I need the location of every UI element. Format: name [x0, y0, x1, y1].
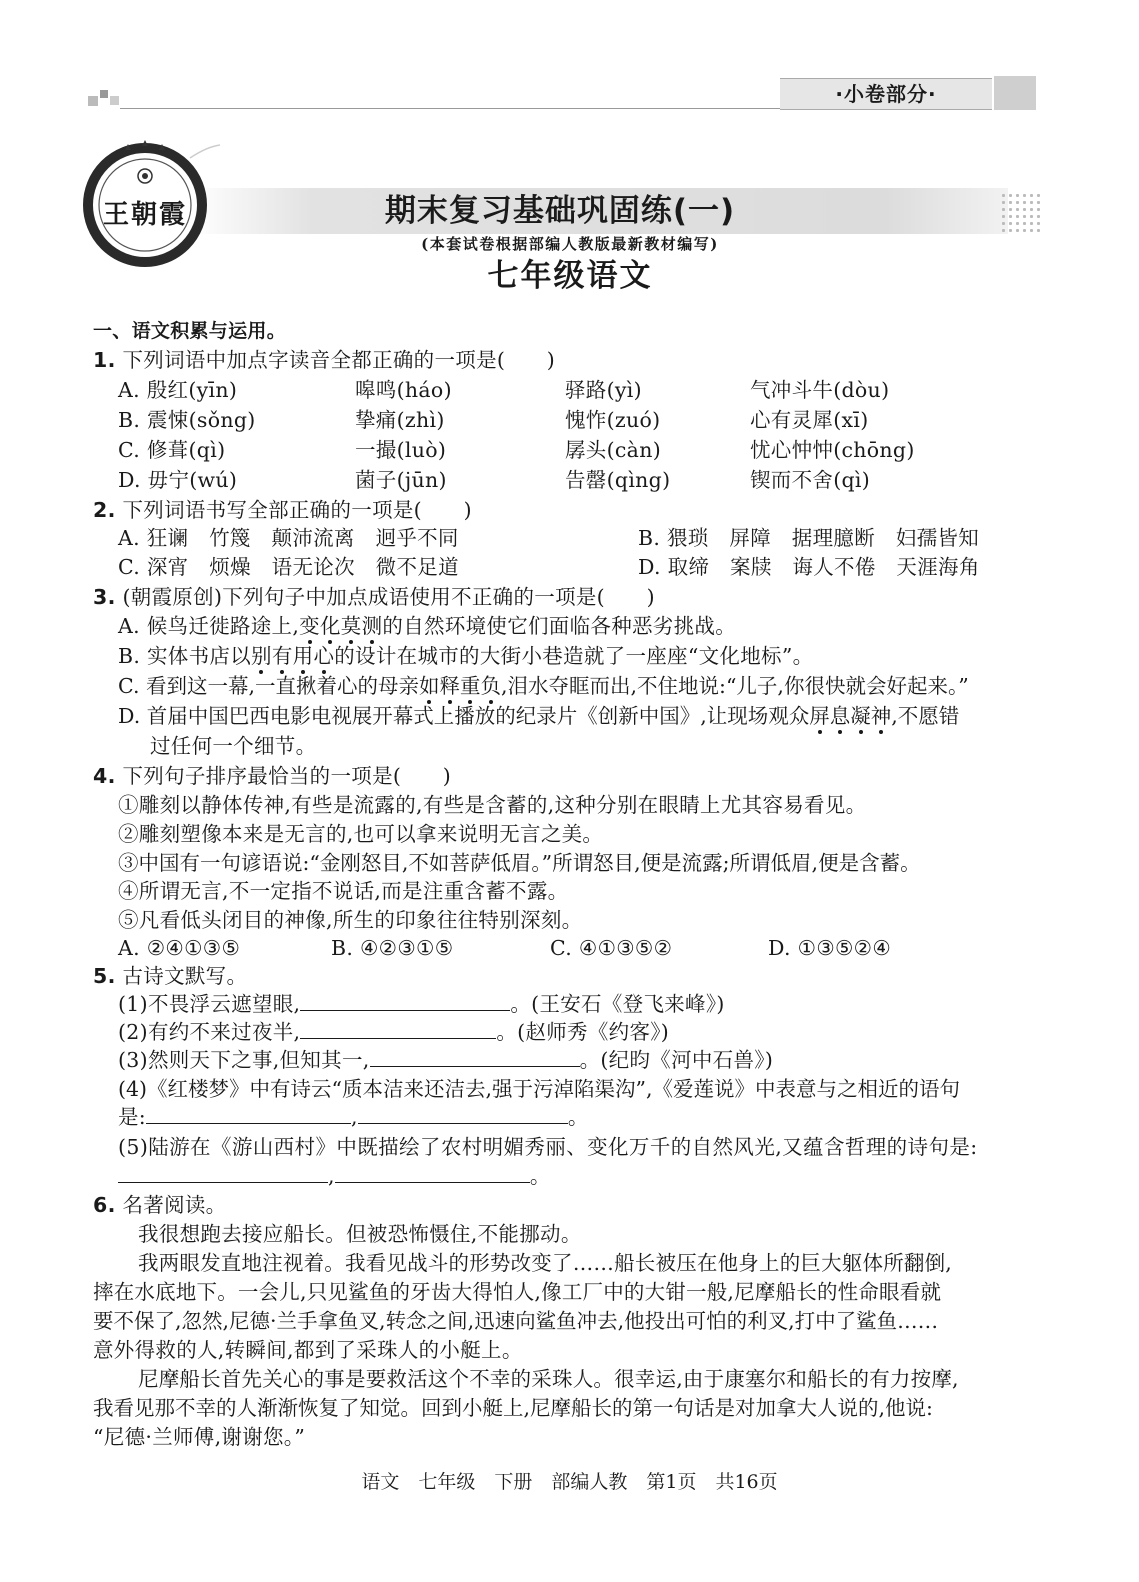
q5-3-post: 。(纪昀《河中石兽》) — [579, 1048, 774, 1072]
q1-option-b4: 心有灵犀(xī) — [750, 408, 869, 432]
q1-number: 1. — [93, 348, 116, 372]
q5-5-post: 。 — [529, 1164, 551, 1188]
q2-stem: 下列词语书写全部正确的一项是( ) — [122, 498, 472, 522]
q3-c-post: ,泪水夺眶而出,不住地说:“儿子,你很快就会好起来。” — [501, 674, 969, 698]
q3-d-idiom: 屏息凝神 — [809, 704, 892, 728]
q1-option-d1: D. 毋宁(wú) — [118, 468, 238, 492]
q5-item-1 — [118, 991, 725, 1017]
q3-c-pre: C. 看到这一幕,一直揪着心的母亲 — [118, 674, 420, 698]
q4-sentence-2: ②雕刻塑像本来是无言的,也可以拿来说明无言之美。 — [118, 822, 604, 846]
q1-option-b1: B. 震悚(sǒng) — [118, 408, 256, 432]
q1-option-d3: 告罄(qìng) — [565, 468, 671, 492]
q1-row-b — [118, 407, 1038, 433]
q1 — [93, 347, 555, 373]
q2-number: 2. — [93, 498, 116, 522]
q6-stem: 名著阅读。 — [122, 1193, 227, 1217]
q3 — [93, 584, 655, 610]
q5-4-blank-1[interactable] — [146, 1105, 351, 1124]
q3-d-post: ,不愿错 — [891, 704, 960, 728]
q4-sentence-3: ③中国有一句谚语说:“金刚怒目,不如菩萨低眉。”所谓怒目,便是流露;所谓低眉,便是含蓄。 — [118, 851, 921, 875]
q1-option-d4: 锲而不舍(qì) — [750, 468, 871, 492]
header-rule — [120, 108, 780, 109]
q1-row-c — [118, 437, 1038, 463]
q5-item-4: (4)《红楼梦》中有诗云“质本洁来还洁去,强于污淖陷渠沟”,《爱莲说》中表意与之相近的语句 — [118, 1077, 961, 1101]
q1-option-a3: 驿路(yì) — [565, 378, 642, 402]
q5-number: 5. — [93, 964, 116, 988]
q3-a-pre: A. 候鸟迁徙路途上, — [118, 614, 300, 638]
q5-item-2 — [118, 1019, 669, 1045]
q3-b-pre: B. 实体书店以 — [118, 644, 251, 668]
q3-a-post: 的自然环境使它们面临各种恶劣挑战。 — [382, 614, 737, 638]
q2-option-c: C. 深宵 烦燥 语无论次 微不足道 — [118, 555, 459, 579]
q5-1-post: 。(王安石《登飞来峰》) — [510, 992, 725, 1016]
q3-option-d-continued: 过任何一个细节。 — [150, 734, 317, 758]
q5-3-pre: (3)然则天下之事,但知其一, — [118, 1048, 370, 1072]
section-badge — [780, 78, 992, 110]
q1-option-a1: A. 殷红(yīn) — [118, 378, 238, 402]
q5-1-pre: (1)不畏浮云遮望眼, — [118, 992, 301, 1016]
q1-option-d2: 菌子(jūn) — [355, 468, 447, 492]
q5 — [93, 963, 247, 989]
q1-option-c1: C. 修葺(qì) — [118, 438, 226, 462]
q3-option-a — [118, 613, 736, 639]
q5-2-pre: (2)有约不来过夜半, — [118, 1020, 301, 1044]
q5-3-blank[interactable] — [370, 1048, 580, 1067]
q6-paragraph-2-line-3: 要不保了,忽然,尼德·兰手拿鱼叉,转念之间,迅速向鲨鱼冲去,他投出可怕的利叉,打中了鲨鱼…… — [93, 1309, 939, 1333]
q6-paragraph-3-line-1: 尼摩船长首先关心的事是要救活这个不幸的采珠人。很幸运,由于康塞尔和船长的有力按摩, — [138, 1367, 959, 1391]
q3-option-c — [118, 673, 969, 699]
q2-option-d: D. 取缔 案牍 诲人不倦 天涯海角 — [638, 555, 980, 579]
q5-item-3 — [118, 1047, 773, 1073]
q3-c-idiom: 如释重负 — [419, 674, 502, 698]
q2-option-b: B. 猥琐 屏障 据理臆断 妇孺皆知 — [638, 526, 979, 550]
q1-row-d — [118, 467, 1038, 493]
q5-2-post: 。(赵师秀《约客》) — [496, 1020, 670, 1044]
q5-1-blank[interactable] — [300, 992, 510, 1011]
q3-d-pre: D. 首届中国巴西电影电视展开幕式上播放的纪录片《创新中国》,让现场观众 — [118, 704, 810, 728]
q5-item-5: (5)陆游在《游山西村》中既描绘了农村明媚秀丽、变化万千的自然风光,又蕴含哲理的诗句是: — [118, 1135, 978, 1159]
q5-item-4-answer — [118, 1104, 589, 1130]
q4-options — [118, 935, 1038, 961]
q6-paragraph-3-line-3: “尼德·兰师傅,谢谢您。” — [93, 1425, 306, 1449]
q4-stem: 下列句子排序最恰当的一项是( ) — [122, 764, 452, 788]
q2-option-a: A. 狂谰 竹篾 颠沛流离 迥乎不同 — [118, 526, 459, 550]
q1-row-a — [118, 377, 1038, 403]
q6-number: 6. — [93, 1193, 116, 1217]
q1-option-a2: 嗥鸣(háo) — [355, 378, 452, 402]
logo-text: 王朝霞 — [102, 200, 187, 230]
q1-stem: 下列词语中加点字读音全都正确的一项是( ) — [122, 348, 556, 372]
q5-stem: 古诗文默写。 — [122, 964, 248, 988]
q6-paragraph-2-line-2: 摔在水底地下。一会儿,只见鲨鱼的牙齿大得怕人,像工厂中的大钳一般,尼摩船长的性命眼看就 — [93, 1280, 942, 1304]
title-band-pattern — [1000, 192, 1040, 232]
q1-option-c2: 一撮(luò) — [355, 438, 447, 462]
q5-4-pre: 是: — [118, 1105, 147, 1129]
q1-option-c4: 忧心忡忡(chōng) — [750, 438, 915, 462]
q3-b-idiom: 别有用心 — [251, 644, 335, 668]
q6-paragraph-3-line-2: 我看见那不幸的人渐渐恢复了知觉。回到小艇上,尼摩船长的第一句话是对加拿大人说的,他说: — [93, 1396, 933, 1420]
logo-seal — [70, 140, 220, 270]
page-subtitle: (本套试卷根据部编人教版最新教材编写) — [421, 235, 719, 253]
q5-5-blank-2[interactable] — [335, 1164, 530, 1183]
q5-4-blank-2[interactable] — [358, 1105, 568, 1124]
q5-5-blank-1[interactable] — [118, 1164, 328, 1183]
q3-b-post: 的设计在城市的大街小巷造就了一座座“文化地标”。 — [334, 644, 814, 668]
q4-option-d: D. ①③⑤②④ — [768, 936, 892, 960]
q1-option-c3: 孱头(càn) — [565, 438, 662, 462]
q1-option-b2: 挚痛(zhì) — [355, 408, 445, 432]
page-title: 期末复习基础巩固练(一) — [384, 193, 736, 229]
q5-item-5-answer — [118, 1163, 551, 1189]
q4-number: 4. — [93, 764, 116, 788]
corner-squares — [88, 88, 122, 110]
q4-option-b: B. ④②③①⑤ — [331, 936, 454, 960]
q6 — [93, 1192, 226, 1218]
q2 — [93, 497, 472, 523]
page-footer: 语文 七年级 下册 部编人教 第1页 共16页 — [361, 1471, 778, 1493]
q5-5-mid: , — [328, 1164, 335, 1188]
q5-4-post: 。 — [567, 1105, 589, 1129]
q4-option-c: C. ④①③⑤② — [550, 936, 673, 960]
q1-option-a4: 气冲斗牛(dòu) — [750, 378, 890, 402]
badge-end-block — [994, 76, 1036, 110]
q5-4-mid: , — [351, 1105, 358, 1129]
grade-subject: 七年级语文 — [487, 258, 653, 294]
q3-stem: (朝霞原创)下列句子中加点成语使用不正确的一项是( ) — [122, 585, 655, 609]
q3-option-d — [118, 703, 959, 729]
q1-option-b3: 愧怍(zuó) — [565, 408, 661, 432]
q6-paragraph-2-line-1: 我两眼发直地注视着。我看见战斗的形势改变了……船长被压在他身上的巨大躯体所翻倒, — [138, 1251, 953, 1275]
q6-paragraph-1: 我很想跑去接应船长。但被恐怖慑住,不能挪动。 — [138, 1222, 582, 1246]
q6-paragraph-2-line-4: 意外得救的人,转瞬间,都到了采珠人的小艇上。 — [93, 1338, 523, 1362]
q5-2-blank[interactable] — [300, 1020, 496, 1039]
q4-sentence-1: ①雕刻以静体传神,有些是流露的,有些是含蓄的,这种分别在眼睛上尤其容易看见。 — [118, 793, 867, 817]
section-heading: 一、语文积累与运用。 — [93, 320, 287, 342]
q4-option-a: A. ②④①③⑤ — [118, 936, 241, 960]
q4 — [93, 763, 451, 789]
section-badge-text: ·小卷部分· — [835, 82, 937, 106]
q3-number: 3. — [93, 585, 116, 609]
q4-sentence-5: ⑤凡看低头闭目的神像,所生的印象往往特别深刻。 — [118, 908, 583, 932]
q3-option-b — [118, 643, 813, 669]
q4-sentence-4: ④所谓无言,不一定指不说话,而是注重含蓄不露。 — [118, 879, 569, 903]
q3-a-idiom: 变化莫测 — [299, 614, 383, 638]
